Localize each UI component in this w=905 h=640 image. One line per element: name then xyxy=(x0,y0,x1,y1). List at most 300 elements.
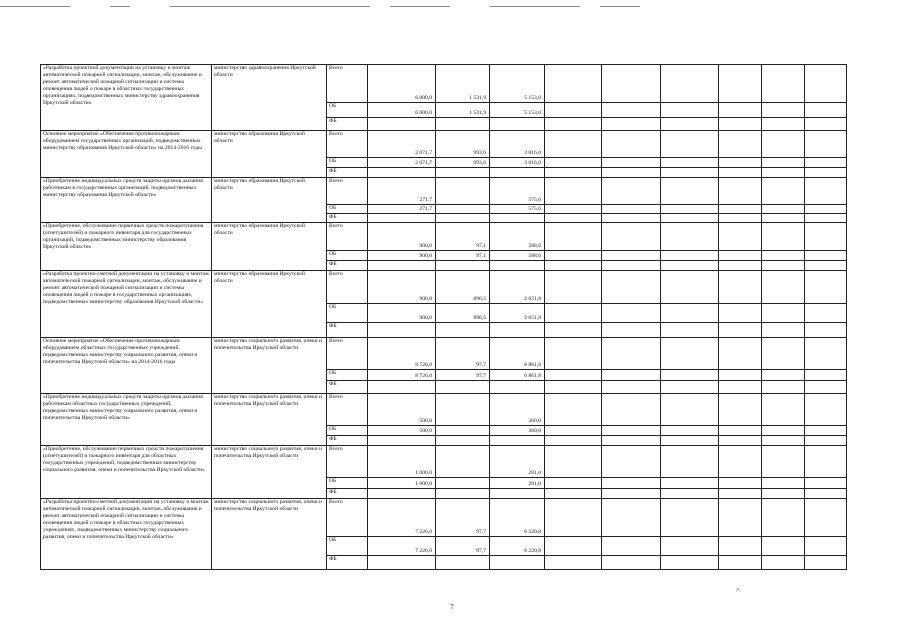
empty-cell xyxy=(545,261,602,271)
planned-amount-cell xyxy=(368,489,436,499)
empty-cell xyxy=(762,205,805,214)
next-year-amount-cell xyxy=(490,436,545,446)
funding-source-cell: ОБ xyxy=(327,478,368,489)
empty-cell xyxy=(545,394,602,426)
planned-amount-cell xyxy=(368,381,436,394)
empty-cell xyxy=(602,65,661,103)
table-row xyxy=(41,65,847,103)
executor-cell: министерство социального развития, опеки и попечительства Иркутской области xyxy=(212,338,327,394)
executor-cell: министерство социального развития, опеки и попечительства Иркутской области xyxy=(212,446,327,499)
empty-cell xyxy=(719,271,762,304)
funding-source-cell: ФБ xyxy=(327,436,368,446)
empty-cell xyxy=(719,131,762,158)
empty-cell xyxy=(602,436,661,446)
planned-amount-cell xyxy=(368,118,436,131)
empty-cell xyxy=(545,251,602,261)
table-body xyxy=(41,65,847,570)
next-year-amount-cell: 5 153,0 xyxy=(490,65,545,103)
actual-amount-cell: 1 531,9 xyxy=(436,103,490,118)
empty-cell xyxy=(762,446,805,478)
empty-cell xyxy=(661,338,719,370)
empty-cell xyxy=(661,436,719,446)
empty-cell xyxy=(762,261,805,271)
activity-name-cell: Основное мероприятие «Обеспечение противопожарным оборудованием областных государственных учреждений, подведомственных министерству социального развития, опеки и попечительства Иркутской области» на 2014-2016 годы xyxy=(41,338,212,394)
empty-cell xyxy=(719,537,762,556)
empty-cell xyxy=(762,556,805,570)
empty-cell xyxy=(762,426,805,436)
empty-cell xyxy=(602,381,661,394)
empty-cell xyxy=(719,446,762,478)
empty-cell xyxy=(602,426,661,436)
actual-amount-cell: 97,7 xyxy=(436,537,490,556)
table-row xyxy=(41,223,847,251)
empty-cell xyxy=(719,168,762,178)
empty-cell xyxy=(602,556,661,570)
table-row xyxy=(41,499,847,537)
table-row xyxy=(41,394,847,426)
empty-cell xyxy=(545,446,602,478)
empty-cell xyxy=(762,178,805,205)
activity-name-cell: «Приобретение, обслуживание первичных средств пожаротушения (огнетушителей) и пожарного инвентаря для областных государственных учреждений, подведомственных министерству социального развития, опеки и попечительства Иркутской области» xyxy=(41,446,212,499)
empty-cell xyxy=(762,499,805,537)
funding-source-cell: Всего xyxy=(327,223,368,251)
empty-cell xyxy=(805,381,847,394)
empty-cell xyxy=(762,65,805,103)
empty-cell xyxy=(719,489,762,499)
empty-cell xyxy=(602,537,661,556)
empty-cell xyxy=(545,426,602,436)
next-year-amount-cell: 575,6 xyxy=(490,178,545,205)
next-year-amount-cell: 6 861,8 xyxy=(490,370,545,381)
empty-cell xyxy=(805,214,847,223)
empty-cell xyxy=(602,478,661,489)
empty-cell xyxy=(661,118,719,131)
empty-cell xyxy=(661,489,719,499)
funding-source-cell: Всего xyxy=(327,446,368,478)
next-year-amount-cell: 2 651,8 xyxy=(490,271,545,304)
empty-cell xyxy=(719,370,762,381)
empty-cell xyxy=(661,168,719,178)
planned-amount-cell: 8 726,0 xyxy=(368,338,436,370)
empty-cell xyxy=(762,103,805,118)
empty-cell xyxy=(545,436,602,446)
empty-cell xyxy=(545,103,602,118)
empty-cell xyxy=(602,370,661,381)
empty-cell xyxy=(602,158,661,168)
empty-cell xyxy=(719,261,762,271)
funding-source-cell: ОБ xyxy=(327,158,368,168)
empty-cell xyxy=(602,103,661,118)
empty-cell xyxy=(719,436,762,446)
funding-source-cell: Всего xyxy=(327,65,368,103)
empty-cell xyxy=(602,131,661,158)
empty-cell xyxy=(661,381,719,394)
empty-cell xyxy=(602,446,661,478)
planned-amount-cell: 6 000,0 xyxy=(368,103,436,118)
funding-source-cell: ФБ xyxy=(327,381,368,394)
actual-amount-cell xyxy=(436,205,490,214)
next-year-amount-cell: 5 153,0 xyxy=(490,103,545,118)
actual-amount-cell xyxy=(436,381,490,394)
empty-cell xyxy=(719,223,762,251)
executor-cell: министерство социального развития, опеки и попечительства Иркутской области xyxy=(212,394,327,446)
empty-cell xyxy=(719,178,762,205)
planned-amount-cell xyxy=(368,261,436,271)
next-year-amount-cell: 588,6 xyxy=(490,223,545,251)
next-year-amount-cell: 2 651,8 xyxy=(490,304,545,323)
funding-source-cell: ФБ xyxy=(327,118,368,131)
empty-cell xyxy=(762,489,805,499)
empty-cell xyxy=(545,271,602,304)
empty-cell xyxy=(661,478,719,489)
empty-cell xyxy=(805,394,847,426)
actual-amount-cell: 97,7 xyxy=(436,370,490,381)
empty-cell xyxy=(602,261,661,271)
activity-name-cell: «Разработка проектно-сметной документации на установку и монтаж автоматической пожарной сигнализации, монтаж, обслуживание и ремонт автоматической пожарной сигнализации и системы оповещения людей о пожаре в областных государственных учреждениях, подведомственных министерству социального развития, опеки и попечительства Иркутской области» xyxy=(41,499,212,570)
planned-amount-cell: 900,0 xyxy=(368,251,436,261)
next-year-amount-cell: 6 861,8 xyxy=(490,338,545,370)
table-row xyxy=(41,446,847,478)
empty-cell xyxy=(545,168,602,178)
empty-cell xyxy=(762,251,805,261)
next-year-amount-cell: 360,0 xyxy=(490,426,545,436)
empty-cell xyxy=(661,271,719,304)
actual-amount-cell xyxy=(436,556,490,570)
empty-cell xyxy=(602,394,661,426)
table-row xyxy=(41,338,847,370)
empty-cell xyxy=(805,323,847,338)
planned-amount-cell xyxy=(368,436,436,446)
empty-cell xyxy=(545,478,602,489)
actual-amount-cell: 97,1 xyxy=(436,251,490,261)
empty-cell xyxy=(762,370,805,381)
empty-cell xyxy=(661,223,719,251)
executor-cell: министерство образования Иркутской области xyxy=(212,178,327,223)
activity-name-cell: «Приобретение, обслуживание первичных средств пожаротушения (огнетушителей) и пожарного инвентаря для государственных организаций, подведомственных министерству образования Иркутской области» xyxy=(41,223,212,271)
activity-name-cell: Основное мероприятие «Обеспечение противопожарным оборудованием государственных организаций, подведомственных министерству образования Иркутской области» на 2014-2016 годы xyxy=(41,131,212,178)
funding-source-cell: ОБ xyxy=(327,103,368,118)
empty-cell xyxy=(661,446,719,478)
next-year-amount-cell: 281,0 xyxy=(490,446,545,478)
next-year-amount-cell xyxy=(490,556,545,570)
funding-source-cell: Всего xyxy=(327,131,368,158)
funding-source-cell: ОБ xyxy=(327,537,368,556)
planned-amount-cell: 500,0 xyxy=(368,394,436,426)
empty-cell xyxy=(661,205,719,214)
empty-cell xyxy=(661,65,719,103)
top-rule-1 xyxy=(0,6,70,7)
next-year-amount-cell: 6 220,8 xyxy=(490,499,545,537)
empty-cell xyxy=(545,537,602,556)
next-year-amount-cell xyxy=(490,489,545,499)
actual-amount-cell: 97,7 xyxy=(436,338,490,370)
empty-cell xyxy=(805,223,847,251)
actual-amount-cell xyxy=(436,478,490,489)
empty-cell xyxy=(602,499,661,537)
empty-cell xyxy=(545,131,602,158)
empty-cell xyxy=(719,304,762,323)
actual-amount-cell xyxy=(436,426,490,436)
empty-cell xyxy=(661,131,719,158)
actual-amount-cell xyxy=(436,436,490,446)
empty-cell xyxy=(805,251,847,261)
empty-cell xyxy=(545,338,602,370)
empty-cell xyxy=(805,478,847,489)
empty-cell xyxy=(805,205,847,214)
actual-amount-cell: 993,6 xyxy=(436,131,490,158)
activity-name-cell: «Приобретение индивидуальных средств защиты органов дыхания работникам в государственных организаций, подведомственных министерству образования Иркутской области» xyxy=(41,178,212,223)
actual-amount-cell xyxy=(436,394,490,426)
empty-cell xyxy=(602,271,661,304)
empty-cell xyxy=(602,323,661,338)
empty-cell xyxy=(719,158,762,168)
empty-cell xyxy=(719,205,762,214)
top-rule-3 xyxy=(170,6,370,7)
empty-cell xyxy=(719,338,762,370)
empty-cell xyxy=(545,499,602,537)
empty-cell xyxy=(545,556,602,570)
empty-cell xyxy=(719,426,762,436)
funding-source-cell: Всего xyxy=(327,338,368,370)
empty-cell xyxy=(661,304,719,323)
next-year-amount-cell xyxy=(490,323,545,338)
empty-cell xyxy=(805,168,847,178)
top-rule-2 xyxy=(110,6,130,7)
actual-amount-cell xyxy=(436,489,490,499)
empty-cell xyxy=(545,178,602,205)
planned-amount-cell xyxy=(368,556,436,570)
empty-cell xyxy=(719,65,762,103)
empty-cell xyxy=(762,323,805,338)
empty-cell xyxy=(805,436,847,446)
actual-amount-cell: 896,5 xyxy=(436,304,490,323)
next-year-amount-cell: 6 220,8 xyxy=(490,537,545,556)
empty-cell xyxy=(661,261,719,271)
planned-amount-cell xyxy=(368,323,436,338)
empty-cell xyxy=(661,537,719,556)
actual-amount-cell: 1 531,9 xyxy=(436,65,490,103)
funding-source-cell: ФБ xyxy=(327,168,368,178)
empty-cell xyxy=(805,271,847,304)
funding-source-cell: ФБ xyxy=(327,261,368,271)
planned-amount-cell xyxy=(368,214,436,223)
empty-cell xyxy=(545,323,602,338)
empty-cell xyxy=(805,556,847,570)
empty-cell xyxy=(661,426,719,436)
next-year-amount-cell: 3 816,0 xyxy=(490,131,545,158)
next-year-amount-cell xyxy=(490,118,545,131)
empty-cell xyxy=(719,394,762,426)
empty-cell xyxy=(661,103,719,118)
empty-cell xyxy=(805,131,847,158)
planned-amount-cell: 8 726,0 xyxy=(368,370,436,381)
empty-cell xyxy=(602,178,661,205)
planned-amount-cell: 7 226,0 xyxy=(368,499,436,537)
table-row xyxy=(41,271,847,304)
actual-amount-cell xyxy=(436,168,490,178)
empty-cell xyxy=(602,489,661,499)
empty-cell xyxy=(545,381,602,394)
planned-amount-cell: 900,0 xyxy=(368,304,436,323)
actual-amount-cell xyxy=(436,323,490,338)
empty-cell xyxy=(719,103,762,118)
funding-source-cell: ФБ xyxy=(327,214,368,223)
empty-cell xyxy=(661,556,719,570)
empty-cell xyxy=(661,214,719,223)
empty-cell xyxy=(661,178,719,205)
executor-cell: министерство образования Иркутской области xyxy=(212,223,327,271)
empty-cell xyxy=(719,478,762,489)
next-year-amount-cell xyxy=(490,168,545,178)
next-year-amount-cell: 575,6 xyxy=(490,205,545,214)
actual-amount-cell: 97,1 xyxy=(436,223,490,251)
planned-amount-cell: 271,7 xyxy=(368,178,436,205)
planned-amount-cell: 2 071,7 xyxy=(368,131,436,158)
funding-source-cell: ОБ xyxy=(327,426,368,436)
executor-cell: министерство социального развития, опеки и попечительства Иркутской области xyxy=(212,499,327,570)
empty-cell xyxy=(805,338,847,370)
planned-amount-cell: 1 000,0 xyxy=(368,478,436,489)
empty-cell xyxy=(545,304,602,323)
funding-source-cell: ОБ xyxy=(327,304,368,323)
empty-cell xyxy=(545,214,602,223)
empty-cell xyxy=(661,158,719,168)
executor-cell: министерство здравоохранения Иркутской области xyxy=(212,65,327,131)
planned-amount-cell: 500,0 xyxy=(368,426,436,436)
empty-cell xyxy=(602,223,661,251)
empty-cell xyxy=(661,370,719,381)
empty-cell xyxy=(602,168,661,178)
funding-source-cell: ФБ xyxy=(327,323,368,338)
actual-amount-cell xyxy=(436,446,490,478)
empty-cell xyxy=(545,205,602,214)
empty-cell xyxy=(762,223,805,251)
empty-cell xyxy=(545,158,602,168)
next-year-amount-cell: 360,0 xyxy=(490,394,545,426)
actual-amount-cell xyxy=(436,118,490,131)
table-row xyxy=(41,178,847,205)
funding-source-cell: Всего xyxy=(327,178,368,205)
empty-cell xyxy=(719,251,762,261)
empty-cell xyxy=(602,304,661,323)
empty-cell xyxy=(762,118,805,131)
empty-cell xyxy=(762,271,805,304)
funding-source-cell: ФБ xyxy=(327,489,368,499)
empty-cell xyxy=(661,251,719,261)
empty-cell xyxy=(545,118,602,131)
next-year-amount-cell xyxy=(490,214,545,223)
empty-cell xyxy=(661,499,719,537)
empty-cell xyxy=(805,370,847,381)
activity-name-cell: «Разработка проектной документации на установку и монтаж автоматической пожарной сигнализации, монтаж, обслуживание и ремонт автоматической пожарной сигнализации и системы оповещения людей о пожаре в областных государственных организациях, подведомственных министерству здравоохранения Иркутской области» xyxy=(41,65,212,131)
empty-cell xyxy=(602,118,661,131)
planned-amount-cell xyxy=(368,168,436,178)
empty-cell xyxy=(661,323,719,338)
empty-cell xyxy=(762,304,805,323)
empty-cell xyxy=(805,426,847,436)
planned-amount-cell: 6 000,0 xyxy=(368,65,436,103)
empty-cell xyxy=(602,338,661,370)
empty-cell xyxy=(602,214,661,223)
program-funding-table xyxy=(40,64,847,570)
empty-cell xyxy=(719,323,762,338)
empty-cell xyxy=(545,489,602,499)
planned-amount-cell: 1 000,0 xyxy=(368,446,436,478)
empty-cell xyxy=(762,394,805,426)
planned-amount-cell: 271,7 xyxy=(368,205,436,214)
empty-cell xyxy=(762,478,805,489)
next-year-amount-cell xyxy=(490,261,545,271)
empty-cell xyxy=(762,158,805,168)
empty-cell xyxy=(719,556,762,570)
empty-cell xyxy=(762,436,805,446)
empty-cell xyxy=(545,65,602,103)
empty-cell xyxy=(805,446,847,478)
next-year-amount-cell xyxy=(490,381,545,394)
empty-cell xyxy=(762,131,805,158)
actual-amount-cell xyxy=(436,214,490,223)
executor-cell: министерство образования Иркутской области xyxy=(212,131,327,178)
empty-cell xyxy=(805,261,847,271)
funding-source-cell: ОБ xyxy=(327,205,368,214)
empty-cell xyxy=(545,223,602,251)
funding-source-cell: Всего xyxy=(327,394,368,426)
empty-cell xyxy=(661,394,719,426)
empty-cell xyxy=(805,489,847,499)
table-row xyxy=(41,131,847,158)
empty-cell xyxy=(545,370,602,381)
actual-amount-cell xyxy=(436,178,490,205)
empty-cell xyxy=(805,304,847,323)
activity-name-cell: «Приобретение индивидуальных средств защиты органов дыхания работникам областных государственных учреждений, подведомственных министерству социального развития, опеки и попечительства Иркутской области» xyxy=(41,394,212,446)
empty-cell xyxy=(762,168,805,178)
empty-cell xyxy=(719,214,762,223)
activity-name-cell: «Разработка проектно-сметной документации на установку и монтаж автоматической пожарной сигнализации, монтаж, обслуживание и ремонт автоматической пожарной сигнализации и системы оповещения людей о пожаре в государственных организациях, подведомственных министерству образования Иркутской области» xyxy=(41,271,212,338)
empty-cell xyxy=(602,205,661,214)
scan-mark: ˄ xyxy=(736,586,740,594)
top-rule-5 xyxy=(490,6,580,7)
empty-cell xyxy=(805,118,847,131)
funding-source-cell: Всего xyxy=(327,271,368,304)
funding-source-cell: Всего xyxy=(327,499,368,537)
empty-cell xyxy=(762,214,805,223)
empty-cell xyxy=(762,381,805,394)
funding-source-cell: ОБ xyxy=(327,251,368,261)
empty-cell xyxy=(719,499,762,537)
empty-cell xyxy=(602,251,661,261)
empty-cell xyxy=(805,499,847,537)
top-rule-4 xyxy=(390,6,450,7)
next-year-amount-cell: 281,0 xyxy=(490,478,545,489)
empty-cell xyxy=(805,158,847,168)
actual-amount-cell: 97,7 xyxy=(436,499,490,537)
actual-amount-cell: 993,6 xyxy=(436,158,490,168)
actual-amount-cell xyxy=(436,261,490,271)
next-year-amount-cell: 3 816,0 xyxy=(490,158,545,168)
page-number: 7 xyxy=(450,603,454,611)
planned-amount-cell: 900,0 xyxy=(368,223,436,251)
empty-cell xyxy=(805,537,847,556)
planned-amount-cell: 2 071,7 xyxy=(368,158,436,168)
empty-cell xyxy=(762,537,805,556)
empty-cell xyxy=(805,178,847,205)
planned-amount-cell: 7 226,0 xyxy=(368,537,436,556)
funding-source-cell: ФБ xyxy=(327,556,368,570)
empty-cell xyxy=(805,103,847,118)
empty-cell xyxy=(762,338,805,370)
executor-cell: министерство образования Иркутской области xyxy=(212,271,327,338)
actual-amount-cell: 896,5 xyxy=(436,271,490,304)
